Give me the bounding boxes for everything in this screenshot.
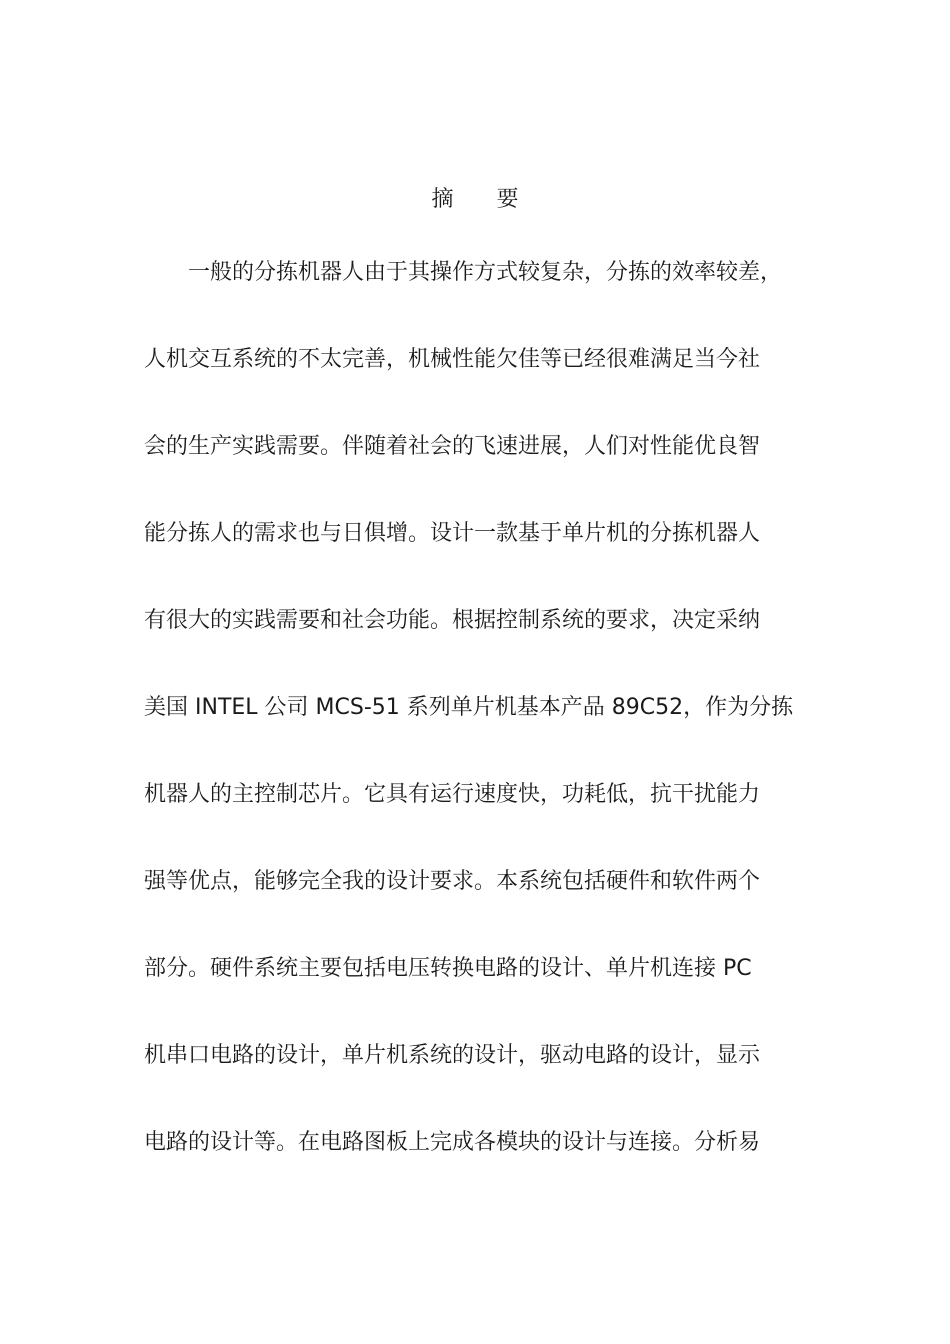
paragraph-line-5: 有很大的实践需要和社会功能。根据控制系统的要求，决定采纳 <box>144 608 761 633</box>
abstract-title: 摘 要 <box>431 187 537 212</box>
paragraph-line-4: 能分拣人的需求也与日俱增。设计一款基于单片机的分拣机器人 <box>144 521 761 546</box>
paragraph-line-6: 美国 INTEL 公司 MCS-51 系列单片机基本产品 89C52，作为分拣 <box>144 695 794 720</box>
paragraph-line-11: 电路的设计等。在电路图板上完成各模块的设计与连接。分析易 <box>144 1130 761 1155</box>
paragraph-line-7: 机器人的主控制芯片。它具有运行速度快，功耗低，抗干扰能力 <box>144 782 761 807</box>
paragraph-line-9: 部分。硬件系统主要包括电压转换电路的设计、单片机连接 PC <box>144 956 752 981</box>
paragraph-line-1: 一般的分拣机器人由于其操作方式较复杂，分拣的效率较差， <box>188 260 783 285</box>
paragraph-line-3: 会的生产实践需要。伴随着社会的飞速进展，人们对性能优良智 <box>144 434 761 459</box>
paragraph-line-10: 机串口电路的设计，单片机系统的设计，驱动电路的设计，显示 <box>144 1043 761 1068</box>
paragraph-line-8: 强等优点，能够完全我的设计要求。本系统包括硬件和软件两个 <box>144 869 761 894</box>
paragraph-line-2: 人机交互系统的不太完善，机械性能欠佳等已经很难满足当今社 <box>144 347 761 372</box>
